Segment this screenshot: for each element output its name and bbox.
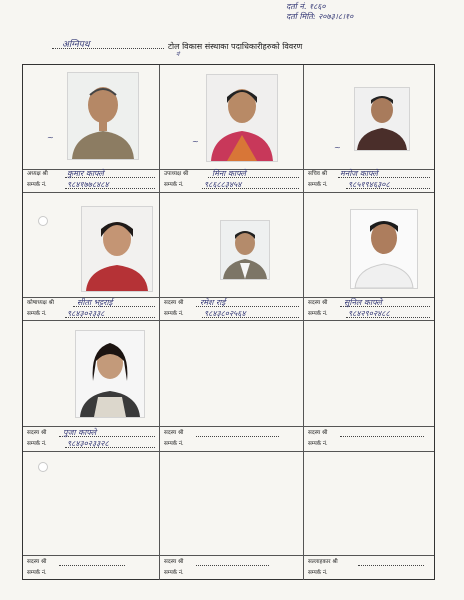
info-area bbox=[23, 426, 159, 452]
info-area bbox=[160, 555, 303, 580]
role-label: सदस्य श्री bbox=[27, 430, 47, 436]
member-name: रमेश राई bbox=[200, 298, 226, 307]
role-label: सदस्य श्री bbox=[164, 430, 184, 436]
photo-area bbox=[160, 452, 303, 556]
heading-handwritten-fill: अग्निपथ bbox=[62, 40, 90, 50]
officials-table bbox=[22, 64, 435, 580]
role-line bbox=[27, 169, 155, 180]
role-line bbox=[308, 298, 430, 309]
contact-line bbox=[164, 568, 299, 579]
member-name: कुमार काफ्ले bbox=[67, 169, 104, 178]
contact-label: सम्पर्क नं. bbox=[308, 182, 328, 188]
registration-number: दर्ता नं. १८६० bbox=[286, 2, 326, 11]
role-label: सदस्य श्री bbox=[27, 559, 47, 565]
role-line bbox=[308, 169, 430, 180]
role-line bbox=[308, 557, 430, 568]
member-photo bbox=[354, 87, 410, 151]
signature: ~ bbox=[334, 143, 341, 152]
role-line bbox=[164, 428, 299, 439]
member-cell-vice-chair bbox=[160, 65, 304, 192]
contact-label: सम्पर्क नं. bbox=[308, 570, 328, 576]
photo-area bbox=[304, 321, 434, 427]
role-label: सल्लाहकार श्री bbox=[308, 559, 338, 565]
contact-line bbox=[308, 568, 430, 579]
contact-label: सम्पर्क नं. bbox=[164, 441, 184, 447]
member-contact: ९८५१९४६३०८ bbox=[348, 180, 390, 189]
info-area bbox=[304, 297, 434, 321]
role-label: सदस्य श्री bbox=[164, 300, 184, 306]
member-contact: ९८४३०२३३८ bbox=[67, 309, 105, 318]
contact-label: सम्पर्क नं. bbox=[27, 182, 47, 188]
contact-line bbox=[164, 439, 299, 450]
registration-note bbox=[286, 2, 396, 22]
contact-line bbox=[27, 180, 155, 191]
role-line bbox=[27, 428, 155, 439]
contact-line bbox=[27, 568, 155, 579]
role-line bbox=[308, 428, 430, 439]
member-cell-member-7 bbox=[160, 452, 304, 580]
role-label: सदस्य श्री bbox=[308, 300, 328, 306]
role-line bbox=[27, 298, 155, 309]
member-contact: ९८४३०२३३२८ bbox=[67, 439, 109, 448]
member-photo bbox=[220, 220, 270, 280]
photo-area bbox=[160, 193, 303, 298]
role-label: सचिव श्री bbox=[308, 171, 328, 177]
contact-line bbox=[27, 439, 155, 450]
role-line bbox=[164, 169, 299, 180]
signature: ~ bbox=[47, 133, 54, 142]
photo-area bbox=[23, 321, 159, 427]
photo-area bbox=[304, 193, 434, 298]
member-photo bbox=[67, 72, 139, 160]
photo-area bbox=[23, 193, 159, 298]
member-photo bbox=[75, 330, 145, 418]
info-area bbox=[23, 555, 159, 580]
photo-area bbox=[160, 321, 303, 427]
member-cell-secretary bbox=[304, 65, 434, 192]
form-heading bbox=[52, 40, 432, 56]
role-line bbox=[164, 557, 299, 568]
role-line bbox=[164, 298, 299, 309]
contact-label: सम्पर्क नं. bbox=[27, 441, 47, 447]
info-area bbox=[23, 297, 159, 321]
heading-handwritten-mark: नं bbox=[176, 51, 180, 58]
role-label: सदस्य श्री bbox=[308, 430, 328, 436]
member-cell-advisor bbox=[304, 452, 434, 580]
member-photo bbox=[206, 74, 278, 162]
role-label: उपाध्यक्ष श्री bbox=[164, 171, 189, 177]
member-name: सुनिल काफ्ले bbox=[344, 298, 382, 307]
info-area bbox=[304, 555, 434, 580]
info-area bbox=[304, 426, 434, 452]
member-cell-member-3 bbox=[23, 321, 160, 452]
photo-area bbox=[304, 65, 434, 170]
member-cell-member-6 bbox=[23, 452, 160, 580]
member-cell-chair bbox=[23, 65, 160, 192]
contact-line bbox=[27, 309, 155, 320]
member-photo bbox=[81, 206, 153, 292]
photo-area bbox=[304, 452, 434, 556]
contact-label: सम्पर्क नं. bbox=[164, 570, 184, 576]
contact-label: सम्पर्क नं. bbox=[27, 570, 47, 576]
contact-label: सम्पर्क नं. bbox=[308, 311, 328, 317]
member-cell-member-4 bbox=[160, 321, 304, 452]
contact-line bbox=[164, 180, 299, 191]
info-area bbox=[304, 169, 434, 192]
info-area bbox=[23, 169, 159, 192]
contact-line bbox=[308, 309, 430, 320]
member-contact: ९८४१७७८४८४ bbox=[67, 180, 109, 189]
photo-area bbox=[23, 65, 159, 170]
signature: ~ bbox=[192, 137, 199, 146]
member-cell-treasurer bbox=[23, 193, 160, 321]
role-label: अध्यक्ष श्री bbox=[27, 171, 48, 177]
member-cell-member-2 bbox=[304, 193, 434, 321]
contact-line bbox=[164, 309, 299, 320]
role-label: कोषाध्यक्ष श्री bbox=[27, 300, 54, 306]
contact-label: सम्पर्क नं. bbox=[164, 311, 184, 317]
contact-line bbox=[308, 180, 430, 191]
photo-area bbox=[160, 65, 303, 170]
contact-label: सम्पर्क नं. bbox=[164, 182, 184, 188]
page-title: टोल विकास संस्थाका पदाधिकारीहरुको विवरण bbox=[168, 42, 303, 51]
photo-area bbox=[23, 452, 159, 556]
member-cell-member-1 bbox=[160, 193, 304, 321]
registration-date: दर्ता मिति: २०७३।८।१० bbox=[286, 12, 354, 21]
member-photo bbox=[350, 209, 418, 289]
contact-label: सम्पर्क नं. bbox=[308, 441, 328, 447]
contact-label: सम्पर्क नं. bbox=[27, 311, 47, 317]
member-name: मनोज काफ्ले bbox=[340, 169, 378, 178]
member-name: पुजा काफ्ले bbox=[63, 428, 97, 437]
table-row bbox=[23, 320, 434, 452]
member-name: सीता भट्टराई bbox=[77, 298, 113, 307]
info-area bbox=[160, 426, 303, 452]
table-row bbox=[23, 451, 434, 580]
member-contact: ९८४२९०२४८८ bbox=[348, 309, 390, 318]
member-contact: ९८६८८३४५४ bbox=[204, 180, 242, 189]
member-cell-member-5 bbox=[304, 321, 434, 452]
member-name: मिना काफ्ले bbox=[212, 169, 246, 178]
role-label: सदस्य श्री bbox=[164, 559, 184, 565]
contact-line bbox=[308, 439, 430, 450]
role-line bbox=[27, 557, 155, 568]
table-row bbox=[23, 192, 434, 321]
info-area bbox=[160, 297, 303, 321]
table-row bbox=[23, 65, 434, 192]
member-contact: ९८४३८०२५६४ bbox=[204, 309, 246, 318]
info-area bbox=[160, 169, 303, 192]
